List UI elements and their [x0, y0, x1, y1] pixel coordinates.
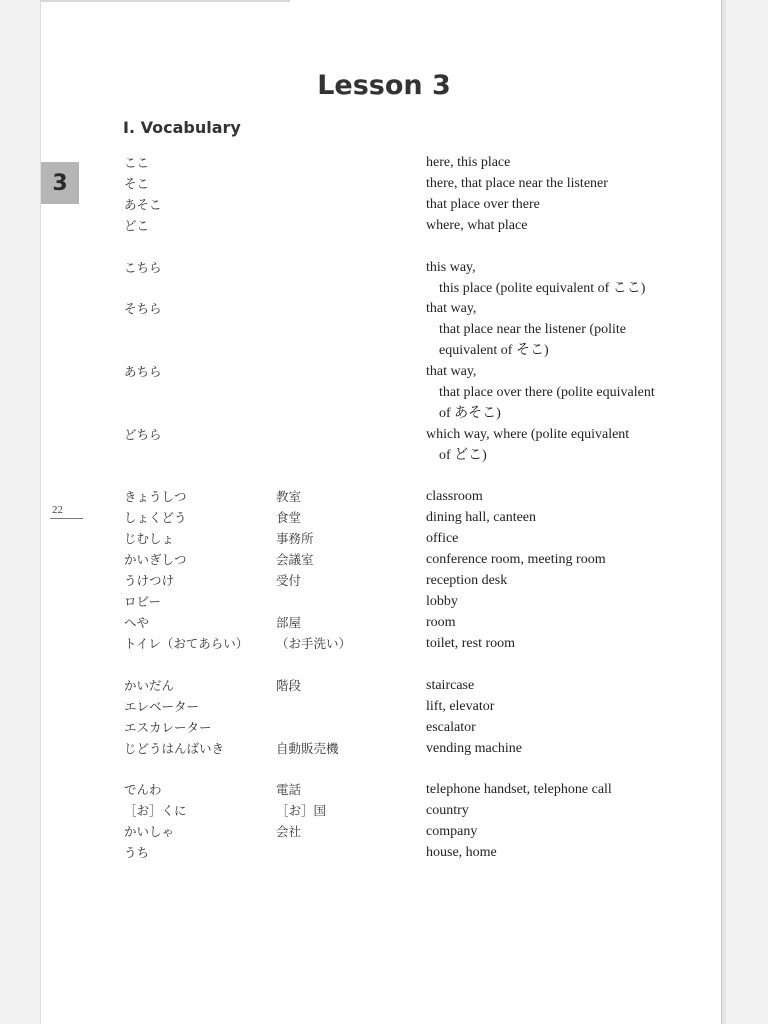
top-rule [40, 0, 290, 2]
vocab-meaning-line: reception desk [426, 573, 508, 588]
vocab-meaning-line: lobby [426, 594, 458, 609]
vocab-meaning-line: that way, [426, 301, 477, 316]
vocab-meaning-line: which way, where (polite equivalent [426, 427, 630, 442]
vocab-meaning [426, 507, 666, 528]
page-number-rule [50, 518, 83, 519]
section-heading: I. Vocabulary [123, 118, 241, 137]
vocab-meaning [426, 570, 666, 591]
vocab-meaning [426, 215, 666, 236]
vocab-kana: かいぎしつ [124, 552, 187, 567]
vocab-meaning [426, 800, 666, 821]
vocab-meaning [426, 842, 666, 863]
vocab-kanji: 事務所 [276, 531, 314, 546]
vocab-kana: へや [124, 615, 150, 630]
vocab-kana: どちら [124, 427, 162, 442]
vocab-kana: うち [124, 845, 150, 860]
vocab-meaning-line: country [426, 803, 469, 818]
vocab-kana: エスカレーター [124, 720, 212, 735]
vocab-meaning-line: house, home [426, 845, 497, 860]
vocab-meaning [426, 612, 666, 633]
vocab-kanji: 階段 [276, 678, 302, 693]
vocab-kanji: 受付 [276, 573, 302, 588]
vocab-meaning-line: that way, [426, 364, 477, 379]
vocab-meaning-line: there, that place near the listener [426, 176, 608, 191]
vocab-meaning [426, 298, 666, 361]
vocab-kana: うけつけ [124, 573, 175, 588]
vocab-kanji: 自動販売機 [276, 741, 339, 756]
vocab-kana: そちら [124, 301, 162, 316]
vocab-meaning-line: conference room, meeting room [426, 552, 606, 567]
vocab-meaning-line: toilet, rest room [426, 636, 516, 651]
vocab-meaning [426, 194, 666, 215]
vocab-meaning [426, 591, 666, 612]
vocab-meaning-line: staircase [426, 678, 475, 693]
page-edge [722, 0, 726, 1024]
vocab-meaning-line: that place over there (polite equivalent [439, 385, 655, 400]
vocab-kana: でんわ [124, 782, 162, 797]
vocab-meaning-line: equivalent of そこ) [439, 343, 549, 358]
vocab-meaning-line: dining hall, canteen [426, 510, 537, 525]
vocab-meaning [426, 675, 666, 696]
vocab-meaning [426, 361, 666, 424]
page-number: 22 [52, 504, 63, 516]
vocab-kana: エレベーター [124, 699, 200, 714]
vocab-meaning-line: lift, elevator [426, 699, 495, 714]
vocab-meaning-line: room [426, 615, 456, 630]
vocab-kana: ここ [124, 155, 150, 170]
vocab-kanji: 会議室 [276, 552, 314, 567]
vocab-kana: ロビー [124, 594, 162, 609]
vocab-kana: ［お］くに [124, 803, 187, 818]
vocab-meaning [426, 424, 666, 466]
vocab-kanji: 食堂 [276, 510, 302, 525]
vocab-meaning [426, 738, 666, 759]
vocab-meaning-line: here, this place [426, 155, 511, 170]
vocab-meaning [426, 528, 666, 549]
vocab-kana: そこ [124, 176, 150, 191]
vocab-meaning-line: this place (polite equivalent of ここ) [439, 281, 646, 296]
vocab-meaning-line: escalator [426, 720, 476, 735]
vocab-meaning-line: of どこ) [439, 448, 487, 463]
vocab-meaning [426, 717, 666, 738]
vocab-kana: あちら [124, 364, 162, 379]
lesson-title: Lesson 3 [317, 70, 451, 101]
vocab-kanji: 会社 [276, 824, 302, 839]
vocab-meaning-line: that place near the listener (polite [439, 322, 626, 337]
vocab-meaning-line: vending machine [426, 741, 523, 756]
vocab-kana: じむしょ [124, 531, 175, 546]
vocab-meaning-line: classroom [426, 489, 483, 504]
vocab-kana: しょくどう [124, 510, 187, 525]
vocab-kana: きょうしつ [124, 489, 187, 504]
vocab-kana: かいしゃ [124, 824, 175, 839]
vocab-meaning-line: of あそこ) [439, 406, 501, 421]
vocab-meaning [426, 696, 666, 717]
vocab-meaning [426, 821, 666, 842]
vocab-kana: じどうはんばいき [124, 741, 225, 756]
vocab-meaning [426, 173, 666, 194]
vocab-kana: トイレ（おてあらい） [124, 636, 249, 651]
vocab-meaning-line: company [426, 824, 478, 839]
vocab-kanji: 教室 [276, 489, 302, 504]
vocab-meaning [426, 486, 666, 507]
vocab-kana: どこ [124, 218, 150, 233]
vocab-meaning [426, 257, 666, 299]
vocab-meaning [426, 549, 666, 570]
vocab-meaning-line: telephone handset, telephone call [426, 782, 612, 797]
vocab-kana: あそこ [124, 197, 162, 212]
vocab-meaning [426, 152, 666, 173]
vocab-meaning-line: that place over there [426, 197, 540, 212]
vocab-meaning-line: where, what place [426, 218, 528, 233]
vocab-kanji: （お手洗い） [276, 636, 352, 651]
vocab-meaning-line: this way, [426, 260, 476, 275]
vocab-kanji: 部屋 [276, 615, 302, 630]
vocab-kana: かいだん [124, 678, 175, 693]
vocab-meaning-line: office [426, 531, 459, 546]
vocab-meaning [426, 633, 666, 654]
vocab-kana: こちら [124, 260, 162, 275]
chapter-tab: 3 [41, 162, 79, 204]
vocab-kanji: 電話 [276, 782, 302, 797]
vocab-kanji: ［お］国 [276, 803, 327, 818]
vocab-meaning [426, 779, 666, 800]
